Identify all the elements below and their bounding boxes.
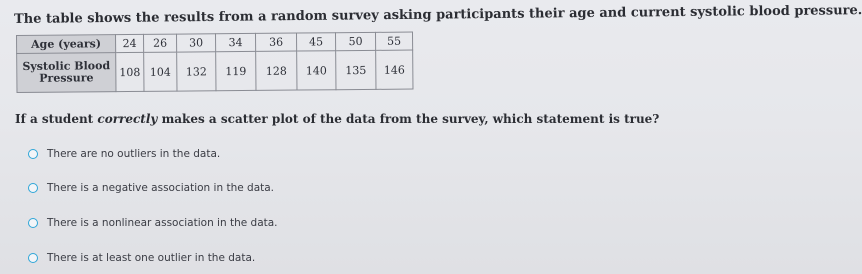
table-row-pressure — [17, 50, 413, 92]
pressure-cell: 128 — [256, 51, 297, 90]
pressure-cell: 104 — [144, 52, 177, 91]
age-cell: 50 — [335, 32, 375, 50]
intro-text: The table shows the results from a random survey asking participants their age and current systolic blood pressure. — [14, 3, 862, 27]
radio-button-icon[interactable] — [28, 218, 38, 228]
age-cell: 30 — [176, 34, 215, 52]
question-text — [15, 112, 659, 126]
pressure-cell: 140 — [297, 51, 336, 90]
question-prefix: If a student — [15, 112, 98, 126]
question-suffix: makes a scatter plot of the data from the survey, which statement is true? — [157, 112, 660, 126]
survey-table — [16, 32, 413, 93]
age-cell: 26 — [143, 34, 176, 52]
answer-option-3[interactable] — [28, 217, 278, 229]
question-emphasis: correctly — [97, 112, 158, 126]
answer-option-1[interactable] — [28, 148, 220, 160]
radio-button-icon[interactable] — [28, 149, 38, 159]
age-cell: 24 — [116, 34, 144, 52]
answer-option-4[interactable] — [28, 252, 255, 264]
age-cell: 45 — [296, 33, 335, 51]
pressure-cell: 135 — [336, 50, 376, 89]
pressure-cell: 132 — [177, 52, 216, 91]
age-cell: 55 — [375, 32, 412, 50]
row-header-pressure-line1: Systolic Blood — [22, 59, 111, 73]
pressure-cell: 119 — [216, 51, 256, 90]
pressure-cell: 108 — [116, 52, 144, 91]
pressure-cell: 146 — [376, 50, 413, 89]
age-cell: 36 — [255, 33, 296, 51]
answer-option-2[interactable] — [28, 182, 274, 194]
row-header-age: Age (years) — [17, 35, 116, 54]
row-header-pressure-line2: Pressure — [39, 71, 94, 85]
answer-option-label: There is at least one outlier in the data. — [47, 252, 256, 264]
radio-button-icon[interactable] — [28, 253, 38, 263]
answer-option-label: There is a negative association in the data. — [47, 182, 275, 194]
age-cell: 34 — [215, 33, 255, 51]
answer-option-label: There are no outliers in the data. — [47, 148, 221, 160]
answer-option-label: There is a nonlinear association in the data. — [47, 217, 278, 229]
radio-button-icon[interactable] — [28, 183, 38, 193]
row-header-pressure — [17, 53, 116, 93]
